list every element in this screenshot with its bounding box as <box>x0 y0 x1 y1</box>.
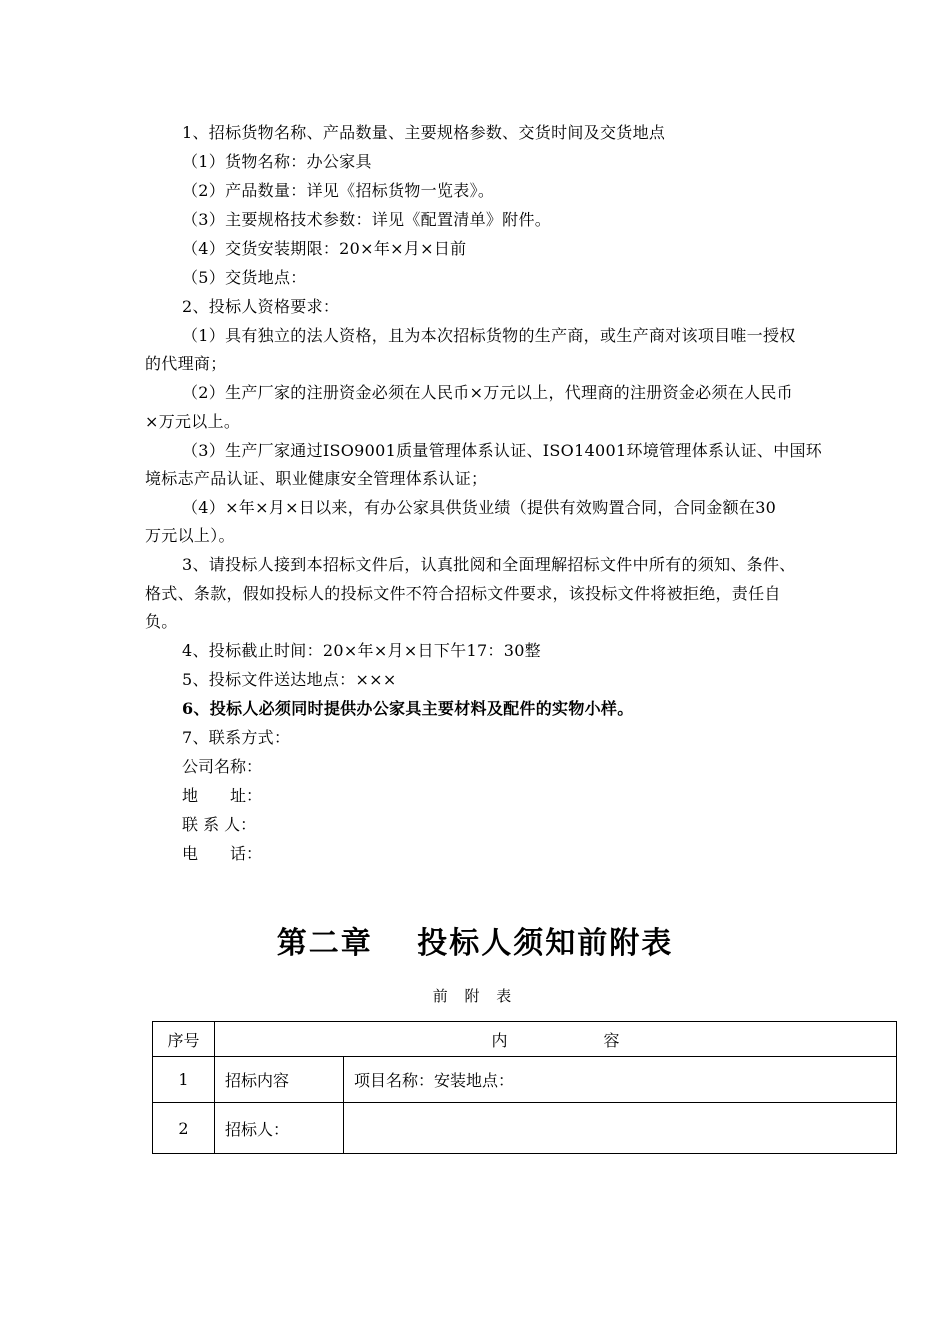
contact-person-label: 联 系 人： <box>182 815 257 834</box>
qualification-3-line-2: 境标志产品认证、职业健康安全管理体系认证； <box>145 469 488 488</box>
delivery-location: （5）交货地点： <box>182 268 307 287</box>
qualification-3-line-1: （3）生产厂家通过ISO9001质量管理体系认证、ISO14001环境管理体系认证、中国环 <box>182 441 823 460</box>
row-seq: 1 <box>153 1057 215 1103</box>
row-item: 招标内容 <box>215 1057 344 1103</box>
table-header-row <box>153 1022 897 1057</box>
goods-name: （1）货物名称：办公家具 <box>182 152 372 171</box>
bid-deadline: 4、投标截止时间：20×年×月×日下午17：30整 <box>182 641 541 660</box>
section-3-line-3: 负。 <box>145 612 178 631</box>
contact-phone-label: 电 话： <box>182 844 263 863</box>
table-caption: 前 附 表 <box>432 987 518 1005</box>
delivery-deadline: （4）交货安装期限：20×年×月×日前 <box>182 239 467 258</box>
row-item: 招标人： <box>215 1103 344 1154</box>
row-seq: 2 <box>153 1103 215 1154</box>
header-seq: 序号 <box>153 1022 215 1057</box>
bid-delivery-location: 5、投标文件送达地点：××× <box>182 670 397 689</box>
section-2-heading: 2、投标人资格要求： <box>182 297 340 316</box>
row-detail <box>344 1103 897 1154</box>
section-7-heading: 7、联系方式： <box>182 728 291 747</box>
sample-requirement: 6、投标人必须同时提供办公家具主要材料及配件的实物小样。 <box>182 699 634 718</box>
header-content: 内 容 <box>215 1022 897 1057</box>
goods-specs: （3）主要规格技术参数：详见《配置清单》附件。 <box>182 210 552 229</box>
qualification-4-line-2: 万元以上）。 <box>145 526 235 545</box>
qualification-2-line-2: ×万元以上。 <box>145 412 241 431</box>
section-1-heading: 1、招标货物名称、产品数量、主要规格参数、交货时间及交货地点 <box>182 123 666 142</box>
goods-quantity: （2）产品数量：详见《招标货物一览表》。 <box>182 181 495 200</box>
section-3-line-1: 3、请投标人接到本招标文件后，认真批阅和全面理解招标文件中所有的须知、条件、 <box>182 555 796 574</box>
qualification-2-line-1: （2）生产厂家的注册资金必须在人民币×万元以上，代理商的注册资金必须在人民币 <box>182 383 793 402</box>
table-row <box>153 1103 897 1154</box>
qualification-1-line-2: 的代理商； <box>145 354 227 373</box>
contact-address-label: 地 址： <box>182 786 263 805</box>
fore-table <box>152 1021 897 1154</box>
section-3-line-2: 格式、条款，假如投标人的投标文件不符合招标文件要求，该投标文件将被拒绝，责任自 <box>145 584 781 603</box>
qualification-1-line-1: （1）具有独立的法人资格，且为本次招标货物的生产商，或生产商对该项目唯一授权 <box>182 326 796 345</box>
table-row <box>153 1057 897 1103</box>
row-detail: 项目名称：安装地点： <box>344 1057 897 1103</box>
chapter-title: 第二章 投标人须知前附表 <box>276 926 674 961</box>
qualification-4-line-1: （4）×年×月×日以来，有办公家具供货业绩（提供有效购置合同，合同金额在30 <box>182 498 777 517</box>
contact-company-label: 公司名称： <box>182 757 263 776</box>
